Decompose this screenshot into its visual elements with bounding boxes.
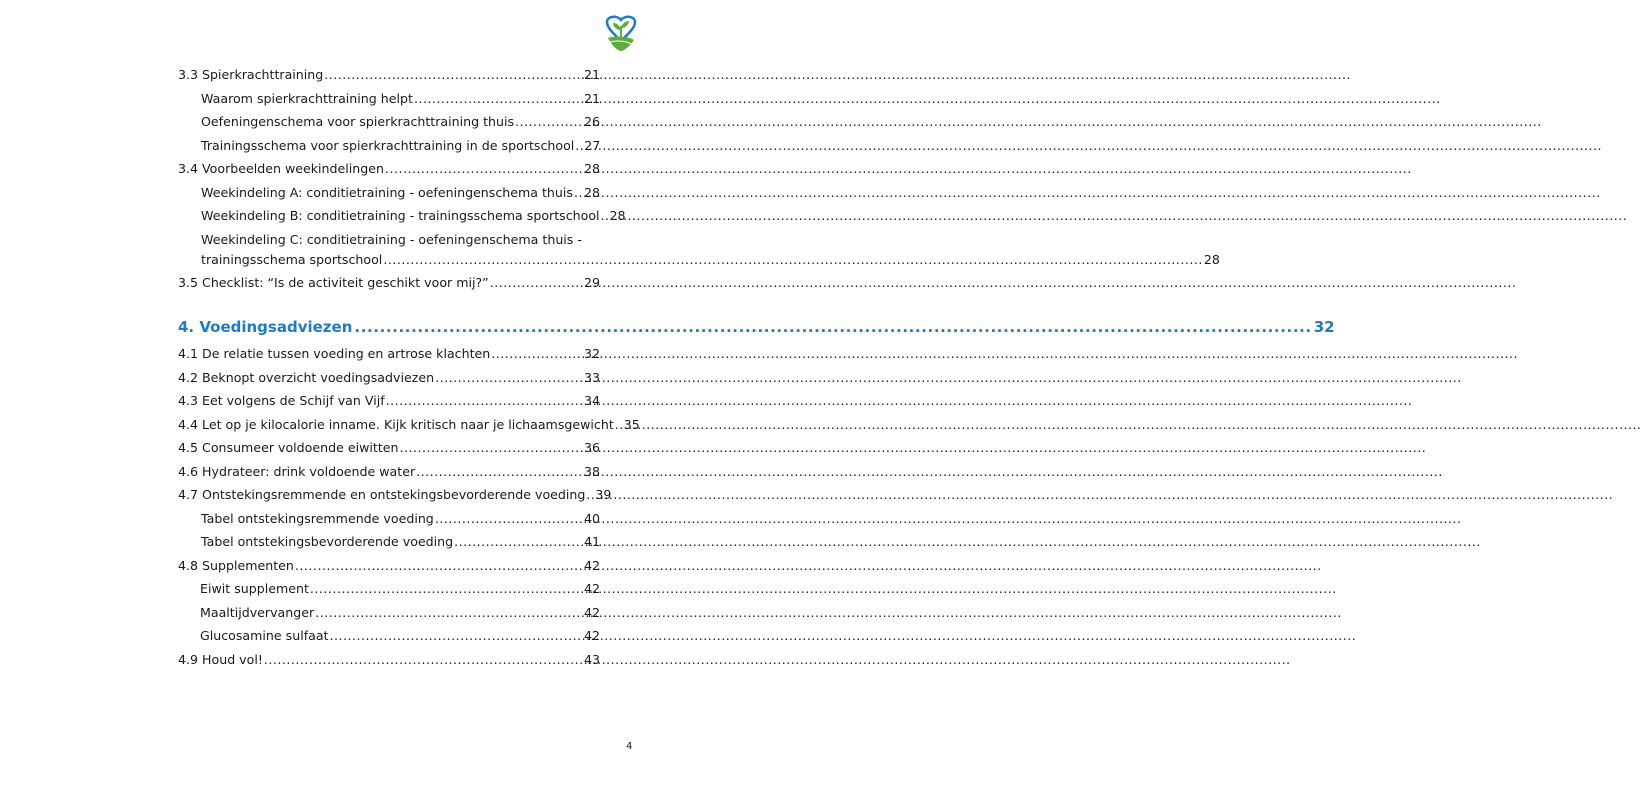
- toc-leader-dots: [601, 208, 609, 224]
- toc-row[interactable]: [178, 511, 600, 535]
- toc-row-page: 40: [583, 510, 600, 526]
- toc-row[interactable]: [178, 487, 612, 511]
- toc-row-page: 28: [583, 161, 600, 176]
- toc-row[interactable]: [178, 346, 600, 370]
- sprout-logo-icon: [604, 14, 638, 52]
- toc-row-page: 38: [583, 463, 600, 479]
- table-of-contents: [178, 67, 1335, 675]
- toc-row-title: Oefeningenschema voor spierkrachttraining thuis: [201, 114, 515, 129]
- toc-row-page: 26: [583, 114, 600, 129]
- toc-row-title: Maaltijdvervanger: [200, 604, 315, 620]
- toc-leader-dots: [435, 370, 583, 386]
- toc-row[interactable]: [178, 275, 600, 299]
- toc-row-title: Glucosamine sulfaat: [200, 628, 329, 643]
- toc-row-title: 4.4 Let op je kilocalorie inname. Kijk kritisch naar je lichaamsgewicht: [178, 416, 614, 432]
- toc-chapter-title: 4. Voedingsadviezen: [178, 318, 353, 336]
- toc-row-page: 39: [595, 487, 612, 502]
- toc-row-page: 27: [584, 137, 601, 153]
- toc-row-title: 3.4 Voorbeelden weekindelingen: [178, 161, 384, 176]
- toc-row-page: 33: [583, 369, 600, 385]
- toc-row-title: 4.9 Houd vol!: [178, 651, 263, 667]
- toc-row-page: 29: [583, 274, 600, 290]
- toc-row-title: 3.3 Spierkrachttraining: [178, 67, 324, 82]
- toc-row-page: 42: [583, 557, 600, 573]
- toc-leader-dots: [383, 252, 1203, 268]
- toc-row-page: 28: [1203, 251, 1220, 267]
- toc-leader-dots: [310, 581, 583, 597]
- toc-row-page: 42: [583, 628, 600, 643]
- toc-row[interactable]: [178, 185, 600, 209]
- toc-leader-dots: [435, 511, 583, 527]
- toc-leader-dots: [586, 487, 594, 503]
- toc-row[interactable]: [178, 91, 600, 115]
- toc-row-title-line1: Weekindeling C: conditietraining - oefeningenschema thuis -: [201, 231, 582, 247]
- toc-leader-dots: [330, 628, 583, 644]
- toc-row-page: 36: [583, 440, 600, 455]
- toc-row[interactable]: [178, 231, 1220, 270]
- toc-row[interactable]: [178, 208, 626, 232]
- toc-row[interactable]: [178, 161, 600, 185]
- toc-section-4: [178, 346, 640, 675]
- toc-row-title: 4.8 Supplementen: [178, 557, 294, 573]
- toc-row-page: 28: [609, 208, 626, 223]
- toc-row-title: Weekindeling A: conditietraining - oefeningenschema thuis: [201, 184, 573, 200]
- toc-leader-dots: [315, 605, 583, 621]
- toc-row-title: 4.6 Hydrateer: drink voldoende water: [178, 463, 416, 479]
- toc-row-title: Weekindeling B: conditietraining - trainingsschema sportschool: [201, 208, 600, 223]
- toc-section-3: [178, 67, 626, 232]
- toc-row[interactable]: [178, 605, 600, 629]
- toc-row-page: 35: [623, 416, 640, 432]
- toc-leader-dots: [574, 185, 583, 201]
- toc-row[interactable]: [178, 114, 600, 138]
- toc-leader-dots: [399, 440, 582, 456]
- toc-leader-dots: [386, 393, 583, 409]
- toc-row[interactable]: [178, 370, 600, 394]
- toc-row-page: 28: [583, 184, 600, 200]
- toc-row-page: 21: [583, 67, 600, 82]
- toc-leader-dots: [515, 114, 583, 130]
- toc-row-page: 42: [583, 581, 600, 596]
- toc-chapter-heading[interactable]: [178, 318, 1335, 342]
- toc-row-title: 4.5 Consumeer voldoende eiwitten: [178, 440, 399, 455]
- toc-row[interactable]: [178, 652, 600, 676]
- toc-leader-dots: [295, 558, 583, 574]
- toc-row[interactable]: [178, 67, 600, 91]
- toc-leader-dots: [490, 275, 583, 291]
- toc-row-page: 43: [583, 651, 600, 667]
- toc-row-page: 21: [583, 90, 600, 106]
- toc-row[interactable]: [178, 534, 600, 558]
- toc-row-title: Tabel ontstekingsremmende voeding: [201, 510, 434, 526]
- toc-row[interactable]: [178, 628, 600, 652]
- toc-leader-dots: [385, 161, 583, 177]
- toc-row[interactable]: [178, 464, 600, 488]
- toc-leader-dots: [575, 138, 583, 154]
- toc-row-title: Waarom spierkrachttraining helpt: [201, 90, 413, 106]
- toc-leader-dots: [491, 346, 583, 362]
- toc-leader-dots: [416, 464, 583, 480]
- toc-row-title: Tabel ontstekingsbevorderende voeding: [201, 534, 454, 549]
- toc-row-title: 4.7 Ontstekingsremmende en ontstekingsbevorderende voeding: [178, 487, 586, 502]
- toc-row-title: 4.3 Eet volgens de Schijf van Vijf: [178, 393, 385, 408]
- toc-row-title: 4.2 Beknopt overzicht voedingsadviezen: [178, 369, 435, 385]
- toc-leader-dots: [264, 652, 583, 668]
- toc-row-page: 32: [583, 346, 600, 361]
- toc-row[interactable]: [178, 581, 600, 605]
- toc-chapter-page: 32: [1313, 318, 1335, 336]
- toc-leader-dots: [414, 91, 583, 107]
- toc-leader-dots: [454, 534, 583, 550]
- toc-row-page: 42: [583, 604, 600, 620]
- toc-row[interactable]: [178, 138, 600, 162]
- toc-row-title: Eiwit supplement: [200, 581, 309, 596]
- toc-row-page: 41: [583, 534, 600, 549]
- toc-row[interactable]: [178, 558, 600, 582]
- toc-row-title-line2: trainingsschema sportschool: [201, 251, 383, 267]
- toc-row-page: 34: [583, 393, 600, 408]
- toc-row-title: Trainingsschema voor spierkrachttraining in de sportschool: [201, 137, 575, 153]
- toc-leader-dots: [615, 417, 623, 433]
- page-number: 4: [626, 741, 633, 752]
- toc-leader-dots: [354, 318, 1311, 336]
- toc-leader-dots: [324, 67, 583, 83]
- toc-row[interactable]: [178, 416, 640, 441]
- toc-row[interactable]: [178, 393, 600, 417]
- toc-row-title: 3.5 Checklist: “Is de activiteit geschikt voor mij?”: [178, 274, 489, 290]
- toc-row-title: 4.1 De relatie tussen voeding en artrose klachten: [178, 346, 491, 361]
- toc-row[interactable]: [178, 440, 600, 464]
